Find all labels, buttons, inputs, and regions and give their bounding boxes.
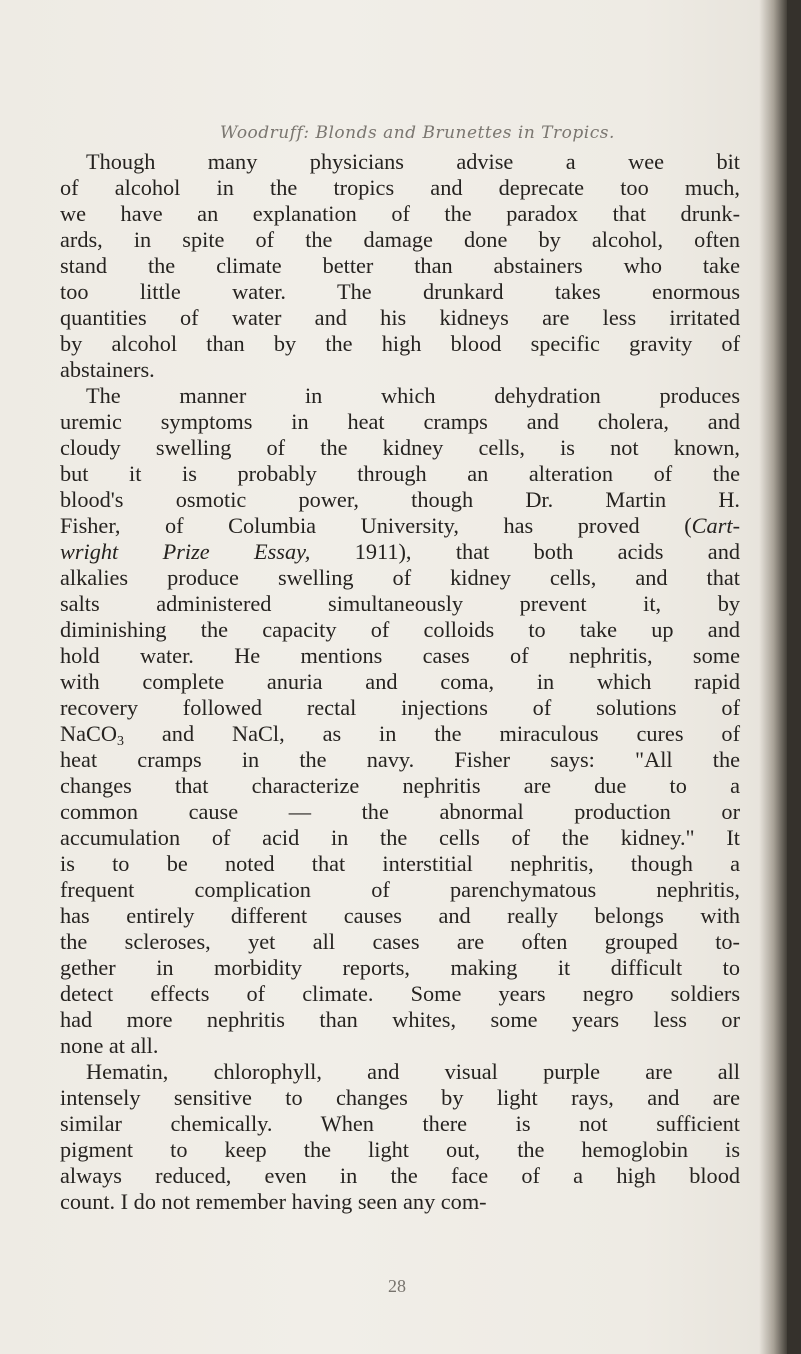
text-segment: Fisher, of Columbia University, has proved ( [60, 513, 692, 538]
text-line: too little water. The drunkard takes enormous [60, 279, 740, 304]
text-line: Though many physicians advise a wee bit [86, 149, 740, 174]
page-edge-shadow [759, 0, 801, 1354]
text-line: we have an explanation of the paradox that drunk- [60, 201, 740, 226]
text-segment: and NaCl, as in the miraculous cures of [123, 721, 740, 746]
text-line: detect effects of climate. Some years negro soldiers [60, 981, 740, 1006]
text-line: none at all. [60, 1033, 159, 1058]
text-line: gether in morbidity reports, making it difficult to [60, 955, 740, 980]
text-line: changes that characterize nephritis are due to a [60, 773, 740, 798]
text-line: by alcohol than by the high blood specific gravity of [60, 331, 740, 356]
text-line: hold water. He mentions cases of nephritis, some [60, 643, 740, 668]
text-line: had more nephritis than whites, some years less or [60, 1007, 740, 1032]
text-line: alkalies produce swelling of kidney cells, and that [60, 565, 740, 590]
paragraph-1 [60, 149, 740, 383]
text-line-with-formula [60, 721, 740, 747]
text-line: The manner in which dehydration produces [86, 383, 740, 408]
text-line: always reduced, even in the face of a high blood [60, 1163, 740, 1188]
text-line: frequent complication of parenchymatous nephritis, [60, 877, 740, 902]
text-line: with complete anuria and coma, in which rapid [60, 669, 740, 694]
text-line: pigment to keep the light out, the hemoglobin is [60, 1137, 740, 1162]
text-line: count. I do not remember having seen any com- [60, 1189, 487, 1214]
text-line: recovery followed rectal injections of solutions of [60, 695, 740, 720]
text-line: diminishing the capacity of colloids to take up and [60, 617, 740, 642]
text-line: but it is probably through an alteration of the [60, 461, 740, 486]
text-line-with-italic [60, 539, 740, 565]
chemical-formula: NaCO [60, 721, 117, 746]
text-line: has entirely different causes and really belongs with [60, 903, 740, 928]
text-line: of alcohol in the tropics and deprecate too much, [60, 175, 740, 200]
page-number: 28 [388, 1276, 406, 1296]
italic-title-segment: Cart- [691, 513, 740, 538]
text-line-with-italic [60, 513, 740, 539]
formula-subscript: 3 [116, 734, 124, 749]
text-line: is to be noted that interstitial nephritis, though a [60, 851, 740, 876]
text-line: Hematin, chlorophyll, and visual purple are all [86, 1059, 740, 1084]
italic-title-segment: wright Prize Essay, [60, 539, 311, 564]
text-line: common cause — the abnormal production or [60, 799, 740, 824]
text-line: cloudy swelling of the kidney cells, is not known, [60, 435, 740, 460]
text-line: blood's osmotic power, though Dr. Martin H. [60, 487, 740, 512]
paragraph-3 [60, 1059, 740, 1215]
binding-edge [787, 0, 801, 1354]
text-line: uremic symptoms in heat cramps and cholera, and [60, 409, 740, 434]
text-line: similar chemically. When there is not sufficient [60, 1111, 740, 1136]
text-line: accumulation of acid in the cells of the kidney." It [60, 825, 740, 850]
text-line: intensely sensitive to changes by light rays, and are [60, 1085, 740, 1110]
text-line: the scleroses, yet all cases are often grouped to- [60, 929, 740, 954]
text-line: abstainers. [60, 357, 155, 382]
text-segment: 1911), that both acids and [310, 539, 740, 564]
paragraph-2 [60, 383, 740, 1059]
body-text [60, 149, 740, 1215]
text-line: quantities of water and his kidneys are less irritated [60, 305, 740, 330]
text-line: salts administered simultaneously prevent it, by [60, 591, 740, 616]
text-line: stand the climate better than abstainers who take [60, 253, 740, 278]
text-line: ards, in spite of the damage done by alcohol, often [60, 227, 740, 252]
running-head: Woodruff: Blonds and Brunettes in Tropics. [220, 123, 615, 143]
text-line: heat cramps in the navy. Fisher says: "All the [60, 747, 740, 772]
